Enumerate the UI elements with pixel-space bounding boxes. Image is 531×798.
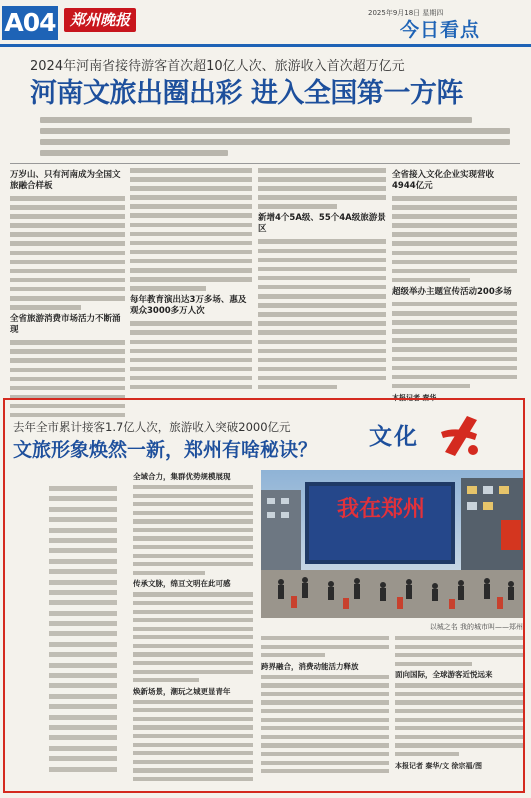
body-text-lines (392, 196, 517, 282)
brush-stroke-icon (437, 412, 481, 458)
top-story-byline: 本报记者 秦华 (392, 393, 437, 402)
body-text-lines (133, 592, 253, 682)
body-text-lines (392, 302, 517, 388)
body-text-lines (258, 168, 386, 209)
body-text-lines (261, 675, 389, 774)
feature-box (3, 398, 525, 793)
column-subhead: 新增4个5A级、55个4A级旅游景区 (258, 213, 386, 235)
body-text-lines (10, 196, 125, 310)
top-story-column-2 (130, 168, 252, 390)
feature-intro (49, 486, 117, 786)
top-story-column-1 (10, 168, 125, 390)
culture-badge (369, 418, 489, 458)
page-number: A04 (2, 6, 58, 40)
body-text-lines (258, 239, 386, 389)
top-story-headline: 河南文旅出圈出彩 进入全国第一方阵 (30, 78, 463, 109)
top-story-lead (40, 117, 510, 159)
feature-column-1 (133, 470, 253, 790)
column-subhead: 全域合力，集群优势规模展现 (133, 472, 231, 481)
body-text-lines (395, 636, 523, 666)
photo-caption: 以城之名 我的城市叫——郑州 (429, 623, 523, 631)
page-header (0, 0, 531, 44)
column-subhead: 跨界融合，消费动能活力释放 (261, 661, 359, 671)
feature-headline: 文旅形象焕然一新，郑州有啥秘诀？ (13, 439, 318, 461)
section-title: 今日看点 (400, 19, 481, 41)
column-subhead: 万岁山、只有河南成为全国文旅融合样板 (10, 170, 121, 191)
feature-kicker: 去年全市累计接客1.7亿人次，旅游收入突破2000亿元 (13, 420, 291, 434)
divider (10, 163, 520, 164)
top-story-column-3 (258, 168, 386, 390)
column-subhead: 超级举办主题宣传活动200多场 (392, 286, 512, 297)
column-subhead: 焕新场景，潮玩之城更显青年 (133, 686, 231, 696)
body-text-lines (130, 168, 252, 291)
feature-byline: 本报记者 秦华/文 徐宗福/图 (395, 761, 482, 770)
culture-badge-text: 文化 (369, 423, 419, 450)
screen-sign-text: 我在郑州 (336, 496, 426, 522)
body-text-lines (133, 485, 253, 575)
column-subhead: 面向国际，全球游客近悦远来 (395, 670, 493, 680)
top-story-column-4 (392, 168, 517, 402)
body-text-lines (261, 636, 389, 657)
column-subhead: 每年教育演出达3万多场、惠及观众3000多万人次 (130, 295, 247, 317)
feature-column-3 (395, 636, 523, 791)
top-story-kicker: 2024年河南省接待游客首次超10亿人次、旅游收入首次超万亿元 (30, 59, 405, 74)
issue-date: 2025年9月18日 星期四 (368, 9, 444, 17)
feature-column-2 (261, 636, 389, 791)
body-text-lines (130, 321, 252, 389)
newspaper-logo: 郑州晚报 (64, 8, 136, 32)
column-subhead: 传承文脉，绵亘文明在此可感 (133, 579, 231, 589)
column-subhead: 全省旅游消费市场活力不断涌现 (10, 314, 121, 336)
body-text-lines (133, 700, 253, 781)
column-subhead: 全省接入文化企业实现营收4944亿元 (392, 170, 495, 191)
header-rule (0, 44, 531, 47)
city-street-photo (261, 470, 523, 618)
body-text-lines (395, 683, 523, 756)
